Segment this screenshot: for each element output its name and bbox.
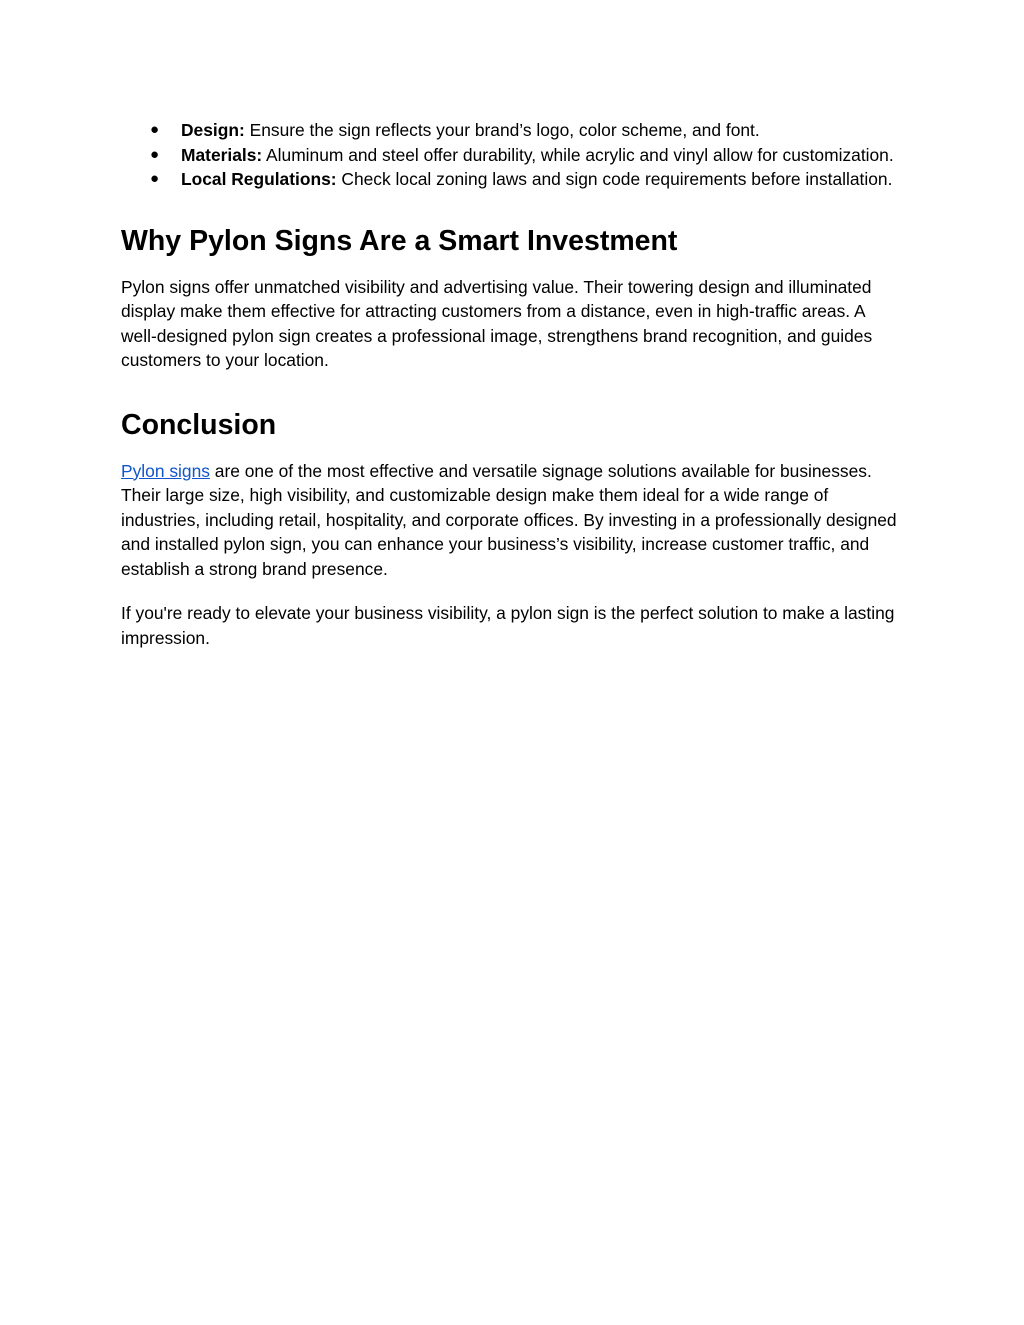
conclusion-paragraph (121, 459, 903, 582)
investment-paragraph: Pylon signs offer unmatched visibility and advertising value. Their towering design and illuminated display make them effective for attracting customers from a distance, even in high-traffic areas. A well-designed pylon sign creates a professional image, strengthens brand recognition, and guides customers to your location. (121, 276, 873, 370)
list-item-materials (121, 143, 903, 168)
bullet-icon: ● (150, 170, 160, 187)
investment-heading: Why Pylon Signs Are a Smart Investment (121, 224, 678, 257)
list-item-label: Design: (181, 120, 245, 140)
conclusion-heading: Conclusion (121, 408, 277, 441)
pylon-signs-link[interactable]: Pylon signs (121, 460, 210, 481)
conclusion-paragraph-text: are one of the most effective and versatile signage solutions available for businesses. Their large size, high visibility, and customizable design make them ideal for a wide range of industries, including retail, hospitality, and corporate offices. By investing in a professionally designed and installed pylon sign, you can enhance your business’s visibility, increase customer traffic, and establish a strong brand presence. (121, 460, 897, 579)
list-item-text: Check local zoning laws and sign code requirements before installation. (336, 169, 893, 189)
list-item-text: Aluminum and steel offer durability, while acrylic and vinyl allow for customization. (262, 144, 894, 165)
list-item-local-regulations (121, 167, 903, 192)
document-page (121, 118, 903, 650)
closing-paragraph: If you're ready to elevate your business visibility, a pylon sign is the perfect solution to make a lasting impression. (121, 603, 895, 648)
list-item-label: Local Regulations: (181, 169, 337, 189)
considerations-list (121, 118, 903, 192)
list-item-text: Ensure the sign reflects your brand’s logo, color scheme, and font. (244, 120, 760, 140)
list-item-label: Materials: (181, 144, 263, 165)
list-item-design (121, 118, 903, 143)
bullet-icon: ● (150, 145, 160, 163)
bullet-icon: ● (150, 121, 160, 138)
